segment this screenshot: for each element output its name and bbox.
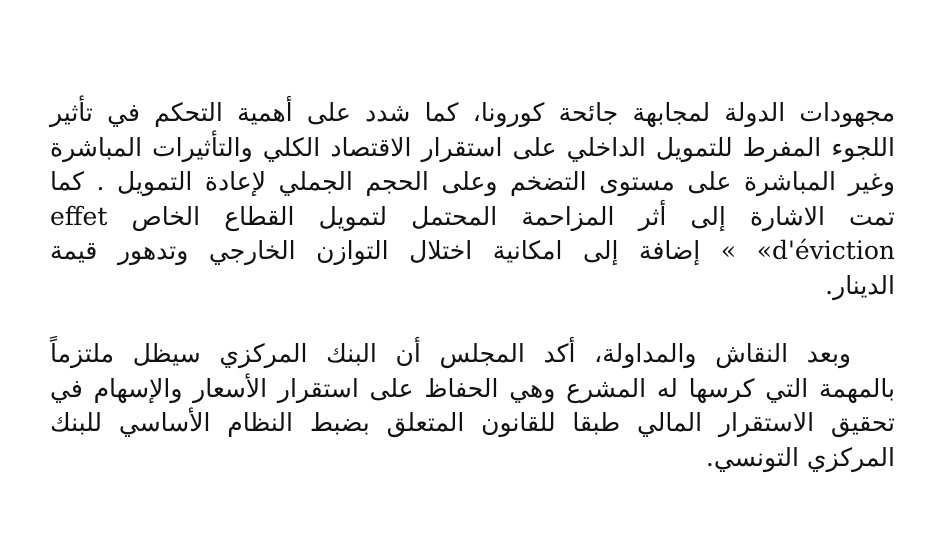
text-line: الدينار.	[825, 270, 895, 300]
text-line: بالمهمة التي كرسها له المشرع وهي الحفاظ على استقرار الأسعار والإسهام في	[50, 373, 895, 403]
text-line: d'éviction» » إضافة إلى امكانية اختلال التوازن الخارجي وتدهور قيمة	[50, 236, 895, 265]
text-line: تحقيق الاستقرار المالي طبقا للقانون المتعلق بضبط النظام الأساسي للبنك	[50, 408, 895, 437]
text-line: وغير المباشرة على مستوى التضخم وعلى الحجم الجملي لإعادة التمويل . كما	[50, 167, 895, 196]
text-line: اللجوء المفرط للتمويل الداخلي على استقرار الاقتصاد الكلي والتأثيرات المباشرة	[50, 132, 895, 162]
paragraph-gap	[50, 303, 895, 337]
text-line: مجهودات الدولة لمجابهة جائحة كورونا، كما شدد على أهمية التحكم في تأثير	[50, 98, 895, 127]
text-line: المركزي التونسي.	[705, 442, 895, 472]
paragraph-2	[50, 337, 895, 475]
text-line: تمت الاشارة إلى أثر المزاحمة المحتمل لتمويل القطاع الخاص effet	[50, 201, 895, 231]
document-body	[50, 96, 895, 475]
paragraph-1	[50, 96, 895, 303]
text-line: وبعد النقاش والمداولة، أكد المجلس أن البنك المركزي سيظل ملتزماً	[50, 339, 851, 368]
